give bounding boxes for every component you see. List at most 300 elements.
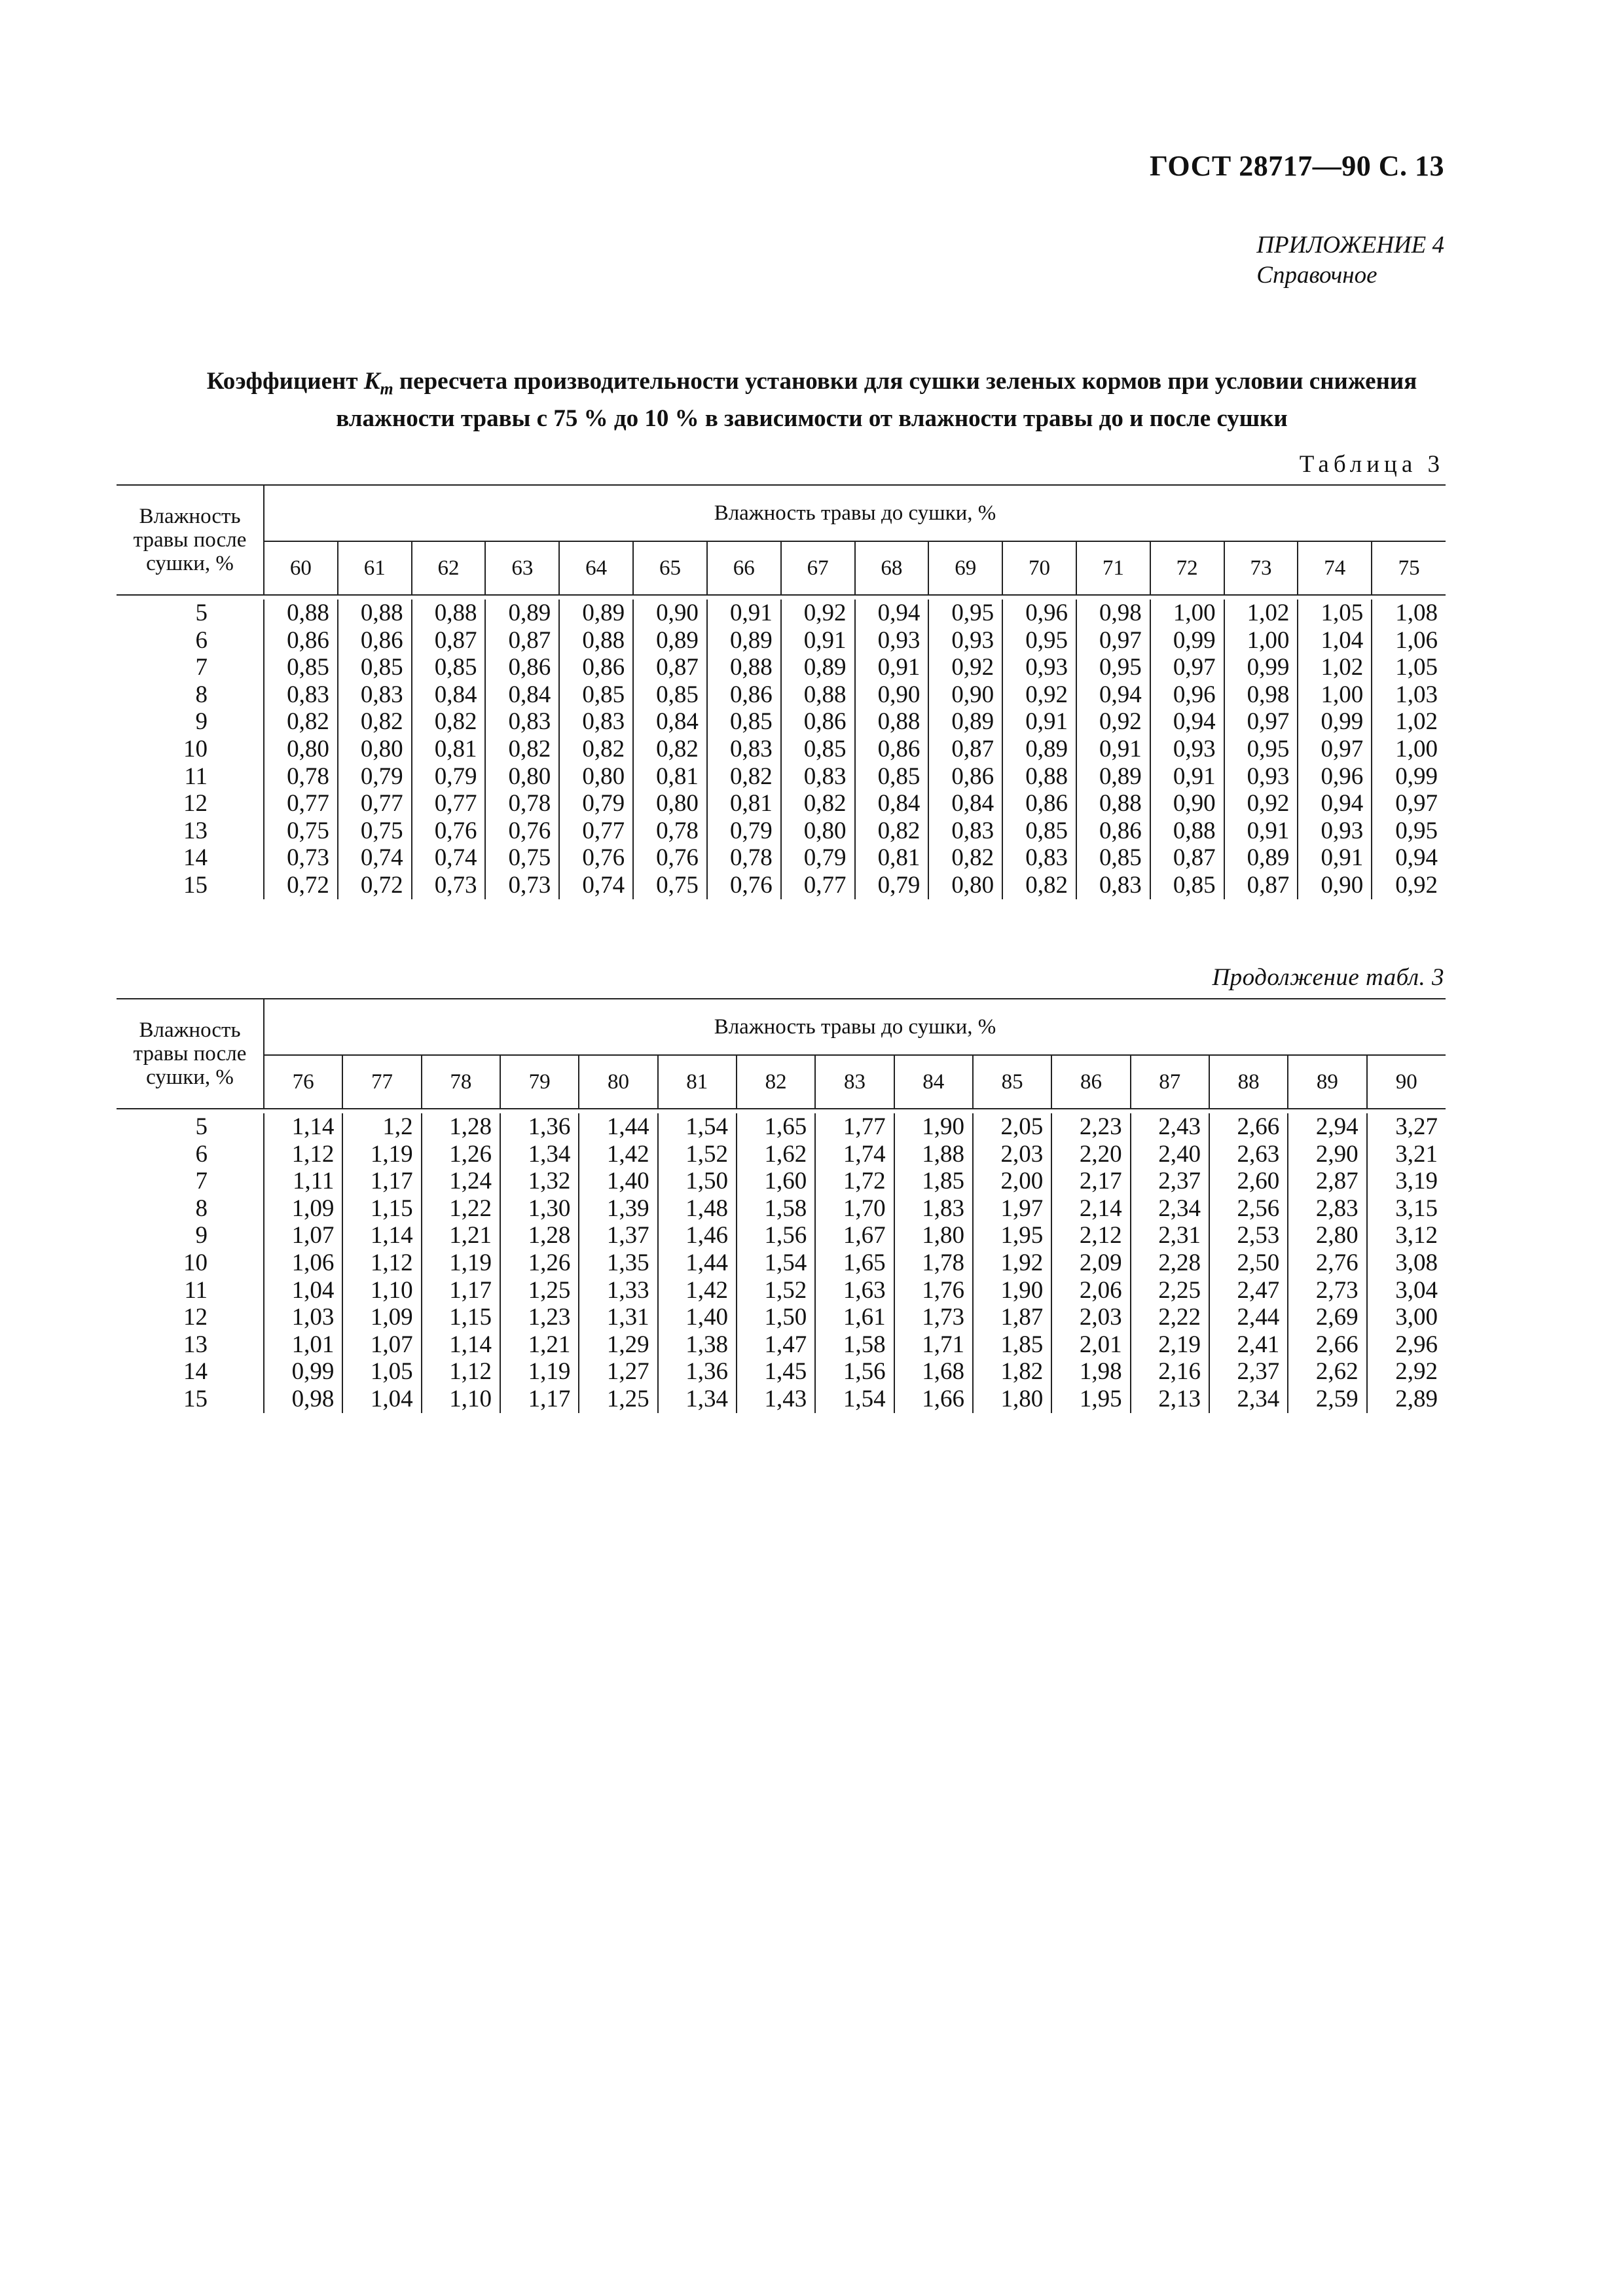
table-3-continuation — [117, 998, 1446, 1413]
column-header: 86 — [1051, 1055, 1130, 1109]
table-cell: 1,54 — [658, 1113, 737, 1141]
column-header: 62 — [412, 541, 486, 595]
table-cell: 2,22 — [1131, 1304, 1209, 1331]
table-cell: 0,90 — [928, 681, 1002, 709]
table-cell: 0,82 — [485, 736, 559, 763]
table-cell: 1,17 — [342, 1168, 421, 1195]
table-cell: 0,80 — [781, 817, 855, 845]
column-group-header: Влажность травы до сушки, % — [264, 999, 1446, 1055]
table-cell: 0,95 — [1076, 654, 1150, 681]
table-cell: 0,91 — [1002, 708, 1076, 736]
table-row — [117, 1304, 1446, 1331]
table-cell: 1,95 — [973, 1222, 1051, 1249]
table-cell: 2,59 — [1288, 1386, 1366, 1413]
table-cell: 2,63 — [1209, 1141, 1288, 1168]
table-cell: 2,00 — [973, 1168, 1051, 1195]
table-cell: 1,07 — [264, 1222, 342, 1249]
table-cell: 0,80 — [338, 736, 412, 763]
table-cell: 0,83 — [928, 817, 1002, 845]
table-cell: 1,54 — [815, 1386, 894, 1413]
table-cell: 2,03 — [1051, 1304, 1130, 1331]
table-cell: 1,77 — [815, 1113, 894, 1141]
table-cell: 1,61 — [815, 1304, 894, 1331]
table-cell: 0,98 — [1224, 681, 1298, 709]
column-header: 76 — [264, 1055, 342, 1109]
table-cell: 0,89 — [633, 627, 707, 655]
table-cell: 1,80 — [894, 1222, 973, 1249]
table-cell: 0,90 — [855, 681, 929, 709]
table-cell: 1,90 — [894, 1113, 973, 1141]
table-cell: 1,56 — [737, 1222, 815, 1249]
row-label: 13 — [183, 817, 208, 844]
table-cell: 0,77 — [412, 790, 486, 817]
table-cell: 0,92 — [928, 654, 1002, 681]
row-header-cell — [117, 999, 264, 1109]
table-cell: 2,89 — [1367, 1386, 1446, 1413]
table-cell: 2,66 — [1209, 1113, 1288, 1141]
column-header: 67 — [781, 541, 855, 595]
table-cell: 3,04 — [1367, 1277, 1446, 1304]
table-cell: 1,15 — [422, 1304, 500, 1331]
table-cell: 2,66 — [1288, 1331, 1366, 1359]
table-row — [117, 736, 1446, 763]
table-cell: 1,76 — [894, 1277, 973, 1304]
table-cell: 1,92 — [973, 1249, 1051, 1277]
table-cell: 0,85 — [707, 708, 781, 736]
column-header: 69 — [928, 541, 1002, 595]
table-cell: 0,80 — [485, 763, 559, 791]
table-cell: 0,95 — [1372, 817, 1446, 845]
table-cell: 0,80 — [264, 736, 338, 763]
table-cell: 0,78 — [485, 790, 559, 817]
km-symbol: $K_m$ — [363, 368, 393, 399]
table-cell: 2,09 — [1051, 1249, 1130, 1277]
table-cell: 1,72 — [815, 1168, 894, 1195]
row-label: 6 — [195, 626, 208, 654]
table-cell: 0,99 — [1150, 627, 1224, 655]
table-cell: 0,89 — [1224, 844, 1298, 872]
table-cell: 1,90 — [973, 1277, 1051, 1304]
table-cell: 0,91 — [1150, 763, 1224, 791]
table-cell: 1,44 — [579, 1113, 657, 1141]
table-cell: 0,75 — [485, 844, 559, 872]
table-cell: 0,87 — [928, 736, 1002, 763]
table-cell: 1,34 — [658, 1386, 737, 1413]
table-cell: 0,85 — [412, 654, 486, 681]
table-cell: 0,83 — [707, 736, 781, 763]
table-cell: 1,03 — [264, 1304, 342, 1331]
table-cell: 1,19 — [422, 1249, 500, 1277]
table-cell: 1,85 — [894, 1168, 973, 1195]
table-cell: 0,94 — [1076, 681, 1150, 709]
appendix-subtitle: Справочное — [1256, 262, 1377, 289]
column-header: 72 — [1150, 541, 1224, 595]
table-cell: 0,89 — [1076, 763, 1150, 791]
table-cell: 1,11 — [264, 1168, 342, 1195]
table-cell: 1,65 — [737, 1113, 815, 1141]
table-cell: 1,29 — [579, 1331, 657, 1359]
table-cell: 2,17 — [1051, 1168, 1130, 1195]
row-header-text: сушки, % — [146, 552, 234, 575]
row-label: 10 — [183, 735, 208, 762]
column-header: 78 — [422, 1055, 500, 1109]
table-cell: 1,74 — [815, 1141, 894, 1168]
table-cell: 1,63 — [815, 1277, 894, 1304]
table-cell: 0,82 — [633, 736, 707, 763]
table-cell: 0,97 — [1150, 654, 1224, 681]
table-cell: 0,82 — [264, 708, 338, 736]
table-cell: 2,60 — [1209, 1168, 1288, 1195]
table-cell: 2,05 — [973, 1113, 1051, 1141]
table-cell: 0,89 — [559, 600, 633, 627]
table-cell: 0,88 — [412, 600, 486, 627]
row-header-text: травы после — [133, 528, 247, 552]
table-cell: 0,99 — [1298, 708, 1372, 736]
column-header: 89 — [1288, 1055, 1366, 1109]
table-cell: 1,12 — [264, 1141, 342, 1168]
table-cell: 1,02 — [1298, 654, 1372, 681]
row-label: 8 — [195, 681, 208, 708]
table-cell: 0,84 — [928, 790, 1002, 817]
table-cell: 2,25 — [1131, 1277, 1209, 1304]
title-line-2: влажности травы с 75 % до 10 % в зависимости от влажности травы до и после сушки — [336, 405, 1288, 433]
table-cell: 1,50 — [737, 1304, 815, 1331]
row-label: 14 — [183, 844, 208, 872]
table-cell: 1,50 — [658, 1168, 737, 1195]
table-cell: 0,88 — [1076, 790, 1150, 817]
table-cell: 0,92 — [1076, 708, 1150, 736]
table-cell: 0,97 — [1298, 736, 1372, 763]
table-3 — [117, 484, 1446, 899]
table-row — [117, 1331, 1446, 1359]
column-group-header: Влажность травы до сушки, % — [264, 485, 1446, 541]
table-row — [117, 1358, 1446, 1386]
table-cell: 2,56 — [1209, 1195, 1288, 1223]
table-row — [117, 790, 1446, 817]
table-cell: 1,95 — [1051, 1386, 1130, 1413]
table-cell: 2,53 — [1209, 1222, 1288, 1249]
table-cell: 0,94 — [1372, 844, 1446, 872]
table-cell: 0,79 — [781, 844, 855, 872]
table-cell: 1,12 — [422, 1358, 500, 1386]
table-cell: 1,28 — [422, 1113, 500, 1141]
table-cell: 0,84 — [485, 681, 559, 709]
table-cell: 0,85 — [781, 736, 855, 763]
table-cell: 0,86 — [1002, 790, 1076, 817]
table-row — [117, 1249, 1446, 1277]
table-cell: 0,74 — [338, 844, 412, 872]
table-cell: 1,01 — [264, 1331, 342, 1359]
row-label: 5 — [195, 1113, 208, 1140]
table-cell: 2,37 — [1209, 1358, 1288, 1386]
column-header: 83 — [815, 1055, 894, 1109]
table-cell: 0,84 — [412, 681, 486, 709]
row-label: 10 — [183, 1249, 208, 1276]
table-cell: 0,93 — [1298, 817, 1372, 845]
table-cell: 1,35 — [579, 1249, 657, 1277]
column-header: 80 — [579, 1055, 657, 1109]
column-header: 79 — [500, 1055, 579, 1109]
table-cell: 0,88 — [338, 600, 412, 627]
table-cell: 0,90 — [1298, 872, 1372, 899]
table-cell: 2,69 — [1288, 1304, 1366, 1331]
column-header: 68 — [855, 541, 929, 595]
table-cell: 1,52 — [658, 1141, 737, 1168]
table-cell: 2,43 — [1131, 1113, 1209, 1141]
table-cell: 1,98 — [1051, 1358, 1130, 1386]
row-label: 11 — [184, 762, 208, 790]
column-header: 82 — [737, 1055, 815, 1109]
table-cell: 1,44 — [658, 1249, 737, 1277]
table-cell: 0,79 — [707, 817, 781, 845]
table-cell: 2,47 — [1209, 1277, 1288, 1304]
table-cell: 0,86 — [485, 654, 559, 681]
table-row — [117, 627, 1446, 655]
table-cell: 2,28 — [1131, 1249, 1209, 1277]
table-cell: 0,78 — [707, 844, 781, 872]
table-cell: 1,17 — [422, 1277, 500, 1304]
table-cell: 0,72 — [264, 872, 338, 899]
table-cell: 0,77 — [264, 790, 338, 817]
column-header: 61 — [338, 541, 412, 595]
table-cell: 1,2 — [342, 1113, 421, 1141]
table-cell: 1,09 — [264, 1195, 342, 1223]
table-cell: 1,83 — [894, 1195, 973, 1223]
table-cell: 1,47 — [737, 1331, 815, 1359]
table-cell: 1,24 — [422, 1168, 500, 1195]
table-cell: 1,04 — [342, 1386, 421, 1413]
row-header-text: Влажность — [139, 1018, 241, 1042]
table-cell: 1,21 — [500, 1331, 579, 1359]
table-cell: 1,10 — [342, 1277, 421, 1304]
table-cell: 0,89 — [707, 627, 781, 655]
table-cell: 0,78 — [264, 763, 338, 791]
table-row — [117, 681, 1446, 709]
table-cell: 2,37 — [1131, 1168, 1209, 1195]
table-cell: 1,68 — [894, 1358, 973, 1386]
table-cell: 2,34 — [1209, 1386, 1288, 1413]
row-label: 9 — [195, 708, 208, 736]
table-cell: 0,86 — [707, 681, 781, 709]
table-cell: 0,85 — [855, 763, 929, 791]
table-cell: 0,81 — [412, 736, 486, 763]
table-cell: 1,67 — [815, 1222, 894, 1249]
table-cell: 0,89 — [485, 600, 559, 627]
table-cell: 0,85 — [1002, 817, 1076, 845]
table-cell: 1,60 — [737, 1168, 815, 1195]
table-cell: 1,05 — [1372, 654, 1446, 681]
table-cell: 0,93 — [928, 627, 1002, 655]
table-cell: 1,42 — [658, 1277, 737, 1304]
table-cell: 1,36 — [658, 1358, 737, 1386]
table-cell: 0,97 — [1076, 627, 1150, 655]
table-cell: 0,76 — [559, 844, 633, 872]
table-cell: 2,19 — [1131, 1331, 1209, 1359]
column-header: 90 — [1367, 1055, 1446, 1109]
table-cell: 1,65 — [815, 1249, 894, 1277]
row-label: 12 — [183, 790, 208, 817]
document-title — [118, 367, 1506, 434]
table-cell: 1,70 — [815, 1195, 894, 1223]
table-cell: 1,73 — [894, 1304, 973, 1331]
table-cell: 1,71 — [894, 1331, 973, 1359]
table-cell: 1,87 — [973, 1304, 1051, 1331]
table-cell: 0,79 — [855, 872, 929, 899]
table-cell: 1,02 — [1224, 600, 1298, 627]
table-cell: 0,79 — [338, 763, 412, 791]
table-cell: 1,33 — [579, 1277, 657, 1304]
table-cell: 2,01 — [1051, 1331, 1130, 1359]
table-cell: 1,40 — [658, 1304, 737, 1331]
table-cell: 0,91 — [781, 627, 855, 655]
appendix-label — [1256, 230, 1444, 291]
table-cell: 0,89 — [1002, 736, 1076, 763]
table-cell: 2,06 — [1051, 1277, 1130, 1304]
table-cell: 0,82 — [781, 790, 855, 817]
table-cell: 0,87 — [412, 627, 486, 655]
column-header: 60 — [264, 541, 338, 595]
table-cell: 0,82 — [1002, 872, 1076, 899]
row-label: 11 — [184, 1276, 208, 1304]
table-cell: 1,25 — [500, 1277, 579, 1304]
table-cell: 1,80 — [973, 1386, 1051, 1413]
table-cell: 0,86 — [338, 627, 412, 655]
table-row — [117, 1168, 1446, 1195]
table-cell: 0,85 — [1150, 872, 1224, 899]
table-cell: 2,94 — [1288, 1113, 1366, 1141]
row-label: 15 — [183, 1385, 208, 1412]
table-cell: 1,37 — [579, 1222, 657, 1249]
column-header: 70 — [1002, 541, 1076, 595]
table-cell: 1,46 — [658, 1222, 737, 1249]
table-cell: 0,75 — [338, 817, 412, 845]
table-cell: 2,40 — [1131, 1141, 1209, 1168]
column-header: 71 — [1076, 541, 1150, 595]
row-label: 6 — [195, 1140, 208, 1168]
table-cell: 0,87 — [633, 654, 707, 681]
column-header: 65 — [633, 541, 707, 595]
table-cell: 1,26 — [500, 1249, 579, 1277]
table-cell: 0,83 — [338, 681, 412, 709]
table-cell: 1,14 — [422, 1331, 500, 1359]
table-cell: 2,31 — [1131, 1222, 1209, 1249]
table-cell: 0,83 — [559, 708, 633, 736]
table-cell: 0,96 — [1150, 681, 1224, 709]
table-cell: 1,66 — [894, 1386, 973, 1413]
table-cell: 1,48 — [658, 1195, 737, 1223]
table-cell: 2,16 — [1131, 1358, 1209, 1386]
table-cell: 0,93 — [855, 627, 929, 655]
table-cell: 0,86 — [928, 763, 1002, 791]
table-cell: 0,80 — [633, 790, 707, 817]
table-cell: 1,32 — [500, 1168, 579, 1195]
table-cell: 0,77 — [781, 872, 855, 899]
table-cell: 3,00 — [1367, 1304, 1446, 1331]
table-row — [117, 872, 1446, 899]
table-cell: 0,91 — [1298, 844, 1372, 872]
table-cell: 0,98 — [1076, 600, 1150, 627]
row-label: 13 — [183, 1331, 208, 1358]
table-cell: 0,90 — [633, 600, 707, 627]
table-cell: 0,92 — [781, 600, 855, 627]
table-cell: 0,82 — [707, 763, 781, 791]
table-cell: 1,58 — [815, 1331, 894, 1359]
table-cell: 0,82 — [338, 708, 412, 736]
table-cell: 0,83 — [1076, 872, 1150, 899]
table-cell: 1,08 — [1372, 600, 1446, 627]
table-cell: 0,80 — [928, 872, 1002, 899]
table-cell: 0,88 — [264, 600, 338, 627]
table-cell: 0,91 — [1224, 817, 1298, 845]
table-cell: 0,80 — [559, 763, 633, 791]
column-header: 74 — [1298, 541, 1372, 595]
table-cell: 1,42 — [579, 1141, 657, 1168]
column-header: 77 — [342, 1055, 421, 1109]
table-cell: 0,88 — [855, 708, 929, 736]
table-cell: 2,92 — [1367, 1358, 1446, 1386]
table-cell: 2,34 — [1131, 1195, 1209, 1223]
table-row — [117, 1277, 1446, 1304]
table-cell: 1,40 — [579, 1168, 657, 1195]
table-cell: 0,85 — [633, 681, 707, 709]
table-cell: 0,88 — [1002, 763, 1076, 791]
table-cell: 2,62 — [1288, 1358, 1366, 1386]
table-row — [117, 763, 1446, 791]
column-header: 64 — [559, 541, 633, 595]
table-cell: 0,93 — [1150, 736, 1224, 763]
table-cell: 0,86 — [264, 627, 338, 655]
table-cell: 0,95 — [928, 600, 1002, 627]
table-cell: 0,99 — [1372, 763, 1446, 791]
table-cell: 0,76 — [633, 844, 707, 872]
table-cell: 1,43 — [737, 1386, 815, 1413]
table-row — [117, 844, 1446, 872]
row-label: 14 — [183, 1358, 208, 1386]
table-cell: 1,58 — [737, 1195, 815, 1223]
row-label: 5 — [195, 600, 208, 626]
column-header: 85 — [973, 1055, 1051, 1109]
table-cell: 1,00 — [1150, 600, 1224, 627]
table-cell: 2,12 — [1051, 1222, 1130, 1249]
table-cell: 1,19 — [500, 1358, 579, 1386]
table-cell: 1,14 — [264, 1113, 342, 1141]
table-cell: 3,08 — [1367, 1249, 1446, 1277]
table-cell: 1,05 — [1298, 600, 1372, 627]
table-cell: 0,75 — [264, 817, 338, 845]
table-cell: 0,88 — [1150, 817, 1224, 845]
table-cell: 0,76 — [485, 817, 559, 845]
column-header: 84 — [894, 1055, 973, 1109]
table-cell: 1,82 — [973, 1358, 1051, 1386]
table-cell: 1,15 — [342, 1195, 421, 1223]
table-cell: 1,07 — [342, 1331, 421, 1359]
table-row — [117, 1113, 1446, 1141]
table-cell: 0,98 — [264, 1386, 342, 1413]
table-cell: 2,87 — [1288, 1168, 1366, 1195]
table-cell: 1,02 — [1372, 708, 1446, 736]
table-cell: 1,14 — [342, 1222, 421, 1249]
table-cell: 1,21 — [422, 1222, 500, 1249]
row-header-text: травы после — [133, 1042, 247, 1066]
row-header-cell — [117, 485, 264, 595]
column-header: 81 — [658, 1055, 737, 1109]
table-cell: 1,00 — [1298, 681, 1372, 709]
table-cell: 2,50 — [1209, 1249, 1288, 1277]
table-cell: 0,85 — [1076, 844, 1150, 872]
table-cell: 0,97 — [1372, 790, 1446, 817]
table-cell: 1,28 — [500, 1222, 579, 1249]
column-header: 73 — [1224, 541, 1298, 595]
